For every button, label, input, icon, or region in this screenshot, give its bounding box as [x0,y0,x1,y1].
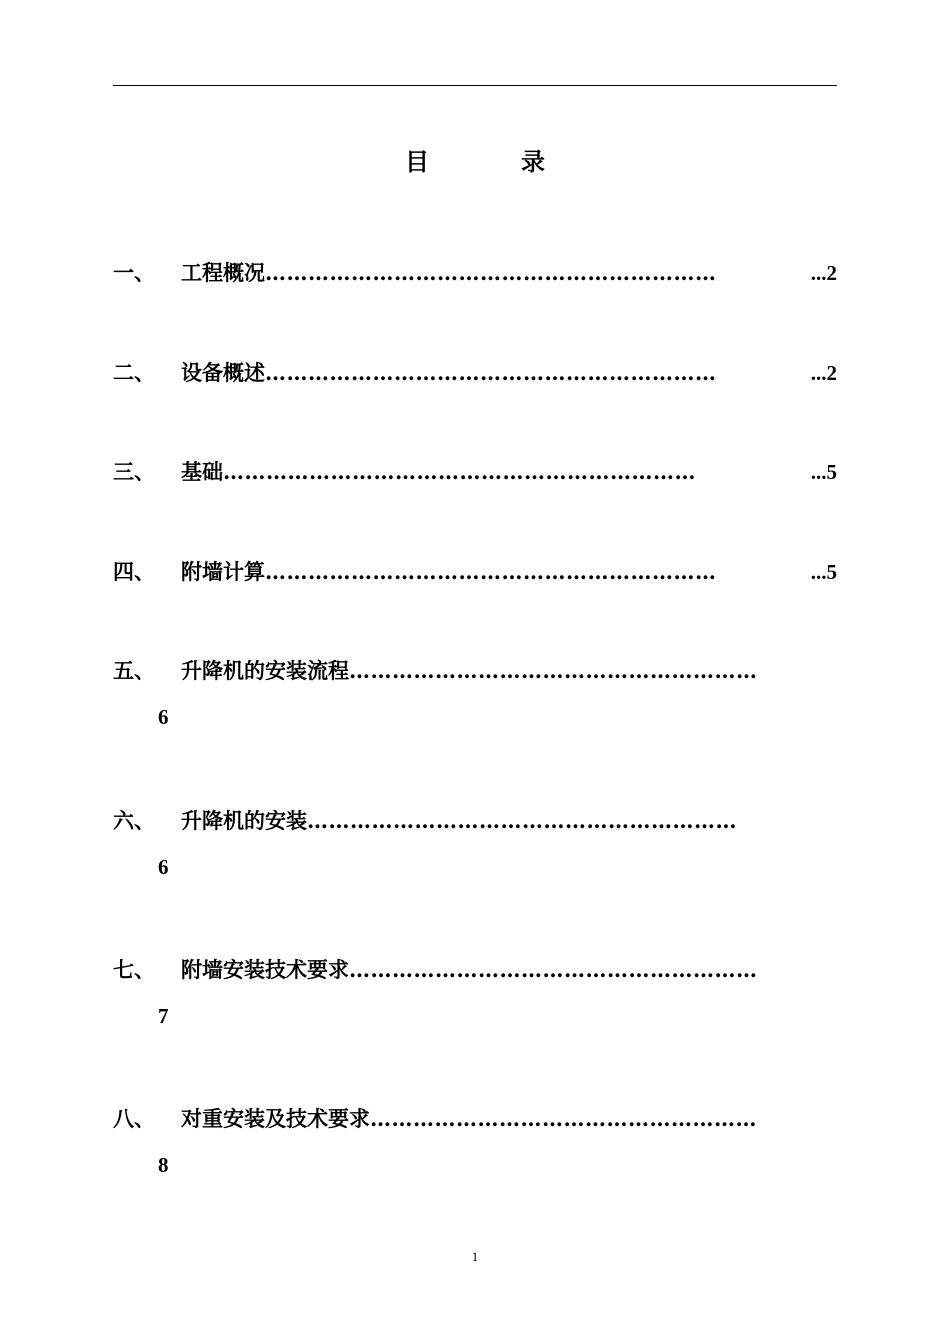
toc-entry-leader: ……………………………………………………… [265,360,717,385]
toc-entry[interactable] [113,556,837,586]
toc-entry-text: 升降机的安装流程 [181,658,349,683]
toc-entry-leader: ……………………………………………………… [265,559,717,584]
toc-entry-page: ...5 [810,560,837,584]
toc-entry-text: 升降机的安装 [181,808,307,833]
toc-entry-page: ...2 [810,261,837,285]
toc-entry-number: 四、 [113,559,155,584]
title-char-2: 录 [521,147,545,176]
toc-entry-text: 附墙安装技术要求 [181,957,349,982]
toc-entry[interactable] [113,257,837,287]
toc-entry-text: 附墙计算 [181,559,265,584]
title-char-1: 目 [405,147,429,176]
toc-entry-page: 8 [158,1153,169,1177]
toc-entry-page: ...2 [810,361,837,385]
toc-entry-text: 对重安装及技术要求 [181,1106,370,1131]
toc-entry-number: 三、 [113,459,155,484]
toc-entry-text: 工程概况 [181,260,265,285]
toc-entry-leader: …………………………………………………… [307,808,737,833]
toc-entry-number: 六、 [113,808,155,833]
toc-entry-page: 7 [158,1004,169,1028]
toc-entry-leader: ………………………………………………… [349,658,758,683]
toc-entry-text: 设备概述 [181,360,265,385]
toc-entry[interactable] [113,805,837,835]
page-number: 1 [471,1249,479,1264]
toc-entry-text: 基础 [181,459,223,484]
toc-entry-leader: ……………………………………………… [370,1106,757,1131]
toc-entry-number: 五、 [113,658,155,683]
toc-entry-number: 二、 [113,360,155,385]
toc-entry-number: 八、 [113,1106,155,1131]
toc-entry[interactable] [113,954,837,984]
toc-entry[interactable] [113,456,837,486]
toc-entry-page: ...5 [810,460,837,484]
toc-entry-page: 6 [158,855,169,879]
toc-entry[interactable] [113,1103,837,1133]
toc-title [0,142,950,177]
toc-entry-number: 一、 [113,260,155,285]
toc-entry[interactable] [113,655,837,685]
toc-entry-leader: ……………………………………………………… [265,260,717,285]
toc-entry-leader: ………………………………………………………… [223,459,696,484]
toc-entry-number: 七、 [113,957,155,982]
toc-entry-page: 6 [158,705,169,729]
toc-entry[interactable] [113,357,837,387]
header-rule [113,85,837,86]
toc-entry-leader: ………………………………………………… [349,957,758,982]
